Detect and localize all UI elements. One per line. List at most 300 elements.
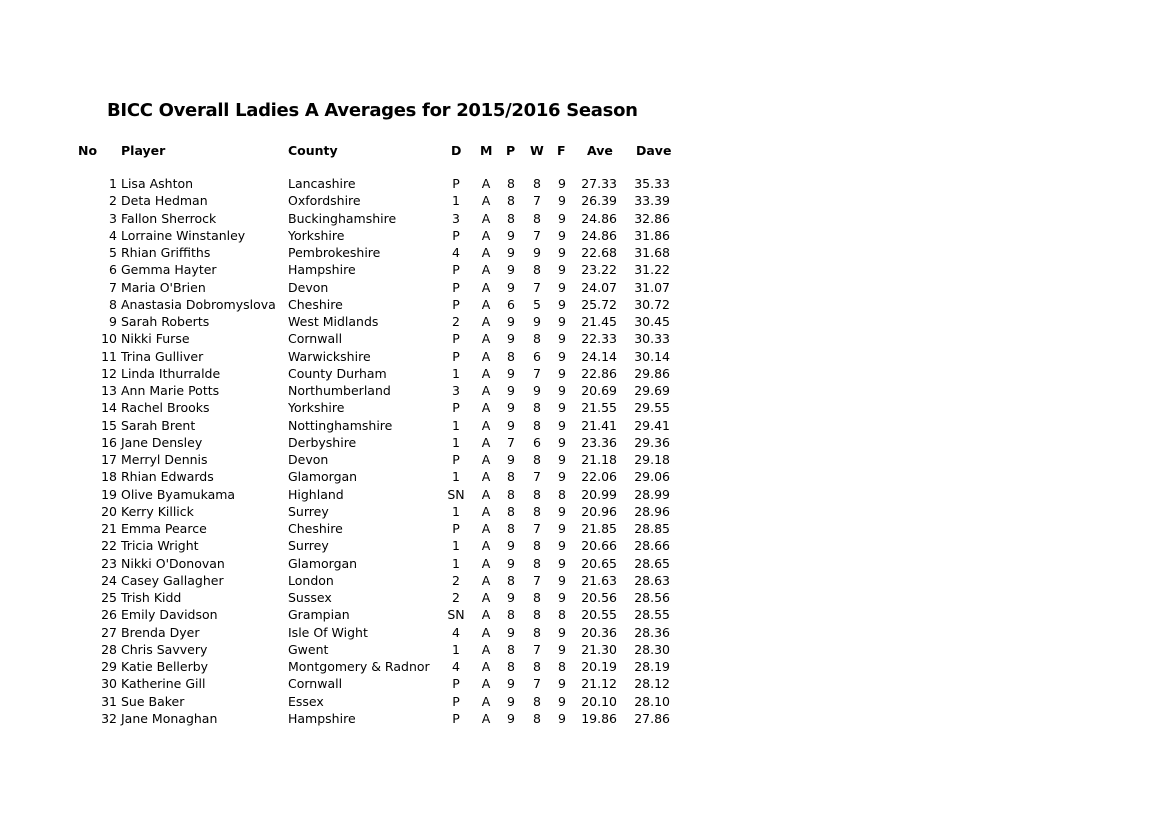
cell-dave: 30.72 bbox=[634, 296, 670, 312]
cell-m: A bbox=[481, 296, 491, 312]
header-m: M bbox=[480, 143, 493, 158]
cell-player: Rachel Brooks bbox=[121, 400, 210, 416]
cell-dave: 35.33 bbox=[634, 176, 670, 191]
cell-no: 23 bbox=[101, 555, 117, 571]
cell-p: 8 bbox=[507, 607, 515, 623]
cell-no: 22 bbox=[101, 538, 117, 554]
cell-w: 7 bbox=[533, 676, 541, 692]
cell-f: 9 bbox=[558, 469, 566, 485]
cell-county: Highland bbox=[288, 486, 344, 502]
cell-county: Buckinghamshire bbox=[288, 210, 397, 226]
cell-no: 21 bbox=[101, 521, 117, 536]
cell-f: 8 bbox=[558, 659, 566, 674]
cell-p: 9 bbox=[507, 590, 515, 605]
cell-ave: 21.45 bbox=[581, 314, 617, 329]
cell-m: A bbox=[481, 538, 491, 554]
cell-no: 8 bbox=[109, 296, 117, 312]
cell-w: 8 bbox=[533, 503, 541, 519]
cell-p: 8 bbox=[507, 659, 515, 674]
cell-ave: 20.66 bbox=[581, 538, 617, 554]
cell-player: Sue Baker bbox=[121, 693, 185, 709]
cell-county: Isle Of Wight bbox=[288, 624, 368, 640]
cell-county: Cheshire bbox=[288, 296, 343, 312]
header-p: P bbox=[506, 143, 516, 158]
cell-ave: 20.10 bbox=[581, 693, 617, 709]
cell-player: Jane Densley bbox=[121, 434, 203, 450]
table-row bbox=[0, 281, 700, 298]
cell-ave: 26.39 bbox=[581, 193, 617, 209]
cell-f: 9 bbox=[558, 590, 566, 605]
cell-w: 6 bbox=[533, 348, 541, 364]
cell-f: 9 bbox=[558, 279, 566, 295]
cell-ave: 21.18 bbox=[581, 452, 617, 467]
cell-f: 9 bbox=[558, 176, 566, 191]
cell-ave: 25.72 bbox=[581, 296, 617, 312]
cell-dave: 28.63 bbox=[634, 572, 670, 588]
cell-dave: 29.36 bbox=[634, 434, 670, 450]
cell-f: 9 bbox=[558, 710, 566, 726]
cell-player: Jane Monaghan bbox=[121, 710, 218, 726]
cell-no: 1 bbox=[109, 176, 117, 191]
cell-ave: 22.68 bbox=[581, 245, 617, 260]
cell-county: Cornwall bbox=[288, 331, 343, 347]
cell-w: 7 bbox=[533, 227, 541, 243]
cell-d: 4 bbox=[452, 659, 460, 674]
cell-d: P bbox=[452, 521, 460, 536]
cell-ave: 21.12 bbox=[581, 676, 617, 692]
cell-no: 7 bbox=[109, 279, 117, 295]
cell-w: 7 bbox=[533, 521, 541, 536]
cell-p: 9 bbox=[507, 693, 515, 709]
table-row bbox=[0, 246, 700, 263]
cell-f: 9 bbox=[558, 555, 566, 571]
table-row bbox=[0, 677, 700, 694]
cell-ave: 23.22 bbox=[581, 262, 617, 278]
cell-player: Rhian Griffiths bbox=[121, 245, 211, 260]
cell-p: 9 bbox=[507, 383, 515, 398]
cell-w: 9 bbox=[533, 245, 541, 260]
cell-no: 28 bbox=[101, 641, 117, 657]
cell-m: A bbox=[481, 555, 491, 571]
cell-p: 8 bbox=[507, 503, 515, 519]
cell-w: 7 bbox=[533, 193, 541, 209]
cell-dave: 31.07 bbox=[634, 279, 670, 295]
cell-f: 9 bbox=[558, 348, 566, 364]
cell-ave: 20.69 bbox=[581, 383, 617, 398]
header-dave: Dave bbox=[636, 143, 672, 158]
cell-w: 8 bbox=[533, 710, 541, 726]
cell-d: 3 bbox=[452, 210, 460, 226]
table-row bbox=[0, 453, 700, 470]
cell-d: P bbox=[452, 710, 460, 726]
header-ave: Ave bbox=[587, 143, 613, 158]
cell-player: Katherine Gill bbox=[121, 676, 206, 692]
cell-player: Brenda Dyer bbox=[121, 624, 200, 640]
cell-m: A bbox=[481, 607, 491, 623]
table-row bbox=[0, 557, 700, 574]
cell-m: A bbox=[481, 331, 491, 347]
cell-player: Rhian Edwards bbox=[121, 469, 214, 485]
cell-m: A bbox=[481, 452, 491, 467]
cell-ave: 24.14 bbox=[581, 348, 617, 364]
cell-f: 9 bbox=[558, 676, 566, 692]
cell-d: 4 bbox=[452, 245, 460, 260]
cell-p: 9 bbox=[507, 417, 515, 433]
table-row bbox=[0, 574, 700, 591]
cell-w: 7 bbox=[533, 469, 541, 485]
cell-player: Linda Ithurralde bbox=[121, 365, 221, 381]
cell-p: 7 bbox=[507, 434, 515, 450]
header-w: W bbox=[530, 143, 544, 158]
cell-no: 29 bbox=[101, 659, 117, 674]
table-row bbox=[0, 194, 700, 211]
cell-no: 17 bbox=[101, 452, 117, 467]
cell-p: 8 bbox=[507, 176, 515, 191]
cell-county: Surrey bbox=[288, 503, 329, 519]
table-row bbox=[0, 626, 700, 643]
cell-f: 9 bbox=[558, 245, 566, 260]
cell-county: Sussex bbox=[288, 590, 332, 605]
cell-player: Casey Gallagher bbox=[121, 572, 224, 588]
cell-d: 2 bbox=[452, 314, 460, 329]
cell-player: Sarah Brent bbox=[121, 417, 196, 433]
table-header bbox=[0, 143, 700, 159]
averages-table bbox=[0, 177, 700, 729]
cell-no: 2 bbox=[109, 193, 117, 209]
cell-p: 8 bbox=[507, 193, 515, 209]
cell-f: 9 bbox=[558, 624, 566, 640]
cell-dave: 29.18 bbox=[634, 452, 670, 467]
cell-dave: 28.30 bbox=[634, 641, 670, 657]
cell-m: A bbox=[481, 176, 491, 191]
cell-f: 9 bbox=[558, 503, 566, 519]
cell-m: A bbox=[481, 590, 491, 605]
cell-w: 7 bbox=[533, 641, 541, 657]
table-row bbox=[0, 436, 700, 453]
cell-player: Chris Savvery bbox=[121, 641, 208, 657]
cell-player: Olive Byamukama bbox=[121, 486, 236, 502]
cell-d: 1 bbox=[452, 469, 460, 485]
cell-player: Trina Gulliver bbox=[121, 348, 204, 364]
cell-dave: 28.85 bbox=[634, 521, 670, 536]
cell-county: West Midlands bbox=[288, 314, 379, 329]
cell-p: 9 bbox=[507, 538, 515, 554]
cell-dave: 30.33 bbox=[634, 331, 670, 347]
cell-player: Gemma Hayter bbox=[121, 262, 217, 278]
table-row bbox=[0, 695, 700, 712]
cell-player: Anastasia Dobromyslova bbox=[121, 296, 276, 312]
cell-dave: 28.56 bbox=[634, 590, 670, 605]
cell-d: 3 bbox=[452, 383, 460, 398]
cell-w: 8 bbox=[533, 400, 541, 416]
cell-f: 9 bbox=[558, 417, 566, 433]
cell-w: 8 bbox=[533, 538, 541, 554]
cell-dave: 32.86 bbox=[634, 210, 670, 226]
cell-p: 9 bbox=[507, 227, 515, 243]
cell-county: Cornwall bbox=[288, 676, 343, 692]
table-row bbox=[0, 298, 700, 315]
cell-f: 9 bbox=[558, 521, 566, 536]
cell-m: A bbox=[481, 400, 491, 416]
cell-ave: 19.86 bbox=[581, 710, 617, 726]
cell-dave: 33.39 bbox=[634, 193, 670, 209]
cell-p: 9 bbox=[507, 245, 515, 260]
table-row bbox=[0, 488, 700, 505]
table-row bbox=[0, 505, 700, 522]
table-row bbox=[0, 384, 700, 401]
cell-county: Yorkshire bbox=[288, 227, 345, 243]
cell-county: Cheshire bbox=[288, 521, 343, 536]
cell-ave: 22.33 bbox=[581, 331, 617, 347]
cell-dave: 28.99 bbox=[634, 486, 670, 502]
cell-p: 9 bbox=[507, 710, 515, 726]
cell-w: 8 bbox=[533, 590, 541, 605]
cell-ave: 20.65 bbox=[581, 555, 617, 571]
cell-f: 9 bbox=[558, 400, 566, 416]
cell-no: 26 bbox=[101, 607, 117, 623]
cell-w: 9 bbox=[533, 314, 541, 329]
cell-d: 1 bbox=[452, 538, 460, 554]
cell-ave: 23.36 bbox=[581, 434, 617, 450]
cell-w: 8 bbox=[533, 452, 541, 467]
cell-f: 9 bbox=[558, 538, 566, 554]
cell-dave: 28.55 bbox=[634, 607, 670, 623]
cell-d: P bbox=[452, 452, 460, 467]
cell-m: A bbox=[481, 641, 491, 657]
cell-m: A bbox=[481, 262, 491, 278]
cell-p: 9 bbox=[507, 365, 515, 381]
cell-d: P bbox=[452, 331, 460, 347]
cell-f: 8 bbox=[558, 486, 566, 502]
cell-dave: 29.55 bbox=[634, 400, 670, 416]
cell-dave: 29.06 bbox=[634, 469, 670, 485]
cell-no: 9 bbox=[109, 314, 117, 329]
cell-county: Grampian bbox=[288, 607, 350, 623]
cell-f: 8 bbox=[558, 607, 566, 623]
cell-dave: 29.86 bbox=[634, 365, 670, 381]
cell-p: 8 bbox=[507, 348, 515, 364]
cell-no: 27 bbox=[101, 624, 117, 640]
table-row bbox=[0, 350, 700, 367]
cell-player: Emily Davidson bbox=[121, 607, 218, 623]
cell-county: Northumberland bbox=[288, 383, 391, 398]
cell-m: A bbox=[481, 521, 491, 536]
cell-m: A bbox=[481, 710, 491, 726]
cell-d: 2 bbox=[452, 572, 460, 588]
cell-no: 4 bbox=[109, 227, 117, 243]
table-row bbox=[0, 712, 700, 729]
cell-ave: 24.86 bbox=[581, 210, 617, 226]
cell-no: 11 bbox=[101, 348, 117, 364]
cell-no: 20 bbox=[101, 503, 117, 519]
cell-player: Trish Kidd bbox=[121, 590, 182, 605]
header-no: No bbox=[78, 143, 98, 158]
cell-p: 8 bbox=[507, 486, 515, 502]
cell-f: 9 bbox=[558, 262, 566, 278]
cell-w: 7 bbox=[533, 572, 541, 588]
table-row bbox=[0, 332, 700, 349]
cell-m: A bbox=[481, 193, 491, 209]
cell-ave: 21.30 bbox=[581, 641, 617, 657]
cell-ave: 20.96 bbox=[581, 503, 617, 519]
cell-dave: 31.68 bbox=[634, 245, 670, 260]
cell-m: A bbox=[481, 383, 491, 398]
cell-d: 1 bbox=[452, 417, 460, 433]
table-row bbox=[0, 177, 700, 194]
cell-county: Devon bbox=[288, 279, 329, 295]
cell-ave: 20.55 bbox=[581, 607, 617, 623]
cell-d: 1 bbox=[452, 641, 460, 657]
cell-f: 9 bbox=[558, 193, 566, 209]
cell-p: 8 bbox=[507, 521, 515, 536]
cell-p: 9 bbox=[507, 555, 515, 571]
cell-county: Montgomery & Radnor bbox=[288, 659, 430, 674]
cell-d: 1 bbox=[452, 503, 460, 519]
cell-p: 9 bbox=[507, 314, 515, 329]
cell-player: Tricia Wright bbox=[121, 538, 199, 554]
cell-p: 9 bbox=[507, 262, 515, 278]
cell-dave: 28.10 bbox=[634, 693, 670, 709]
cell-no: 24 bbox=[101, 572, 117, 588]
cell-m: A bbox=[481, 503, 491, 519]
cell-ave: 24.86 bbox=[581, 227, 617, 243]
cell-dave: 31.86 bbox=[634, 227, 670, 243]
cell-f: 9 bbox=[558, 434, 566, 450]
cell-county: Warwickshire bbox=[288, 348, 371, 364]
cell-m: A bbox=[481, 434, 491, 450]
cell-m: A bbox=[481, 348, 491, 364]
cell-player: Merryl Dennis bbox=[121, 452, 208, 467]
cell-m: A bbox=[481, 227, 491, 243]
header-player: Player bbox=[121, 143, 166, 158]
cell-ave: 21.41 bbox=[581, 417, 617, 433]
cell-m: A bbox=[481, 417, 491, 433]
cell-player: Lisa Ashton bbox=[121, 176, 194, 191]
cell-d: P bbox=[452, 400, 460, 416]
cell-no: 13 bbox=[101, 383, 117, 398]
table-row bbox=[0, 401, 700, 418]
table-row bbox=[0, 263, 700, 280]
cell-ave: 27.33 bbox=[581, 176, 617, 191]
cell-dave: 30.45 bbox=[634, 314, 670, 329]
cell-d: P bbox=[452, 262, 460, 278]
cell-w: 9 bbox=[533, 383, 541, 398]
cell-m: A bbox=[481, 279, 491, 295]
cell-player: Ann Marie Potts bbox=[121, 383, 220, 398]
table-row bbox=[0, 608, 700, 625]
cell-ave: 20.56 bbox=[581, 590, 617, 605]
cell-ave: 22.86 bbox=[581, 365, 617, 381]
cell-county: Glamorgan bbox=[288, 469, 358, 485]
cell-county: Hampshire bbox=[288, 262, 356, 278]
cell-d: P bbox=[452, 676, 460, 692]
cell-dave: 28.36 bbox=[634, 624, 670, 640]
cell-w: 5 bbox=[533, 296, 541, 312]
cell-f: 9 bbox=[558, 227, 566, 243]
cell-w: 8 bbox=[533, 555, 541, 571]
cell-f: 9 bbox=[558, 383, 566, 398]
cell-ave: 21.63 bbox=[581, 572, 617, 588]
header-county: County bbox=[288, 143, 338, 158]
cell-d: SN bbox=[447, 486, 465, 502]
cell-player: Fallon Sherrock bbox=[121, 210, 217, 226]
cell-f: 9 bbox=[558, 572, 566, 588]
cell-f: 9 bbox=[558, 452, 566, 467]
cell-f: 9 bbox=[558, 365, 566, 381]
cell-no: 19 bbox=[101, 486, 117, 502]
cell-player: Emma Pearce bbox=[121, 521, 207, 536]
cell-d: P bbox=[452, 296, 460, 312]
cell-ave: 20.36 bbox=[581, 624, 617, 640]
cell-w: 8 bbox=[533, 262, 541, 278]
cell-dave: 28.96 bbox=[634, 503, 670, 519]
cell-no: 15 bbox=[101, 417, 117, 433]
cell-w: 8 bbox=[533, 176, 541, 191]
cell-f: 9 bbox=[558, 693, 566, 709]
table-row bbox=[0, 367, 700, 384]
table-row bbox=[0, 229, 700, 246]
cell-w: 8 bbox=[533, 693, 541, 709]
cell-county: Pembrokeshire bbox=[288, 245, 381, 260]
cell-d: 2 bbox=[452, 590, 460, 605]
cell-no: 3 bbox=[109, 210, 117, 226]
cell-w: 7 bbox=[533, 279, 541, 295]
cell-d: 1 bbox=[452, 434, 460, 450]
table-row bbox=[0, 315, 700, 332]
cell-d: SN bbox=[447, 607, 465, 623]
cell-player: Nikki Furse bbox=[121, 331, 190, 347]
table-row bbox=[0, 660, 700, 677]
cell-m: A bbox=[481, 486, 491, 502]
cell-f: 9 bbox=[558, 641, 566, 657]
cell-county: Oxfordshire bbox=[288, 193, 361, 209]
cell-dave: 31.22 bbox=[634, 262, 670, 278]
cell-player: Sarah Roberts bbox=[121, 314, 210, 329]
cell-p: 9 bbox=[507, 452, 515, 467]
cell-no: 18 bbox=[101, 469, 117, 485]
cell-player: Katie Bellerby bbox=[121, 659, 209, 674]
cell-county: Glamorgan bbox=[288, 555, 358, 571]
cell-dave: 29.41 bbox=[634, 417, 670, 433]
cell-m: A bbox=[481, 365, 491, 381]
cell-w: 8 bbox=[533, 607, 541, 623]
header-d: D bbox=[451, 143, 462, 158]
cell-ave: 22.06 bbox=[581, 469, 617, 485]
cell-county: Yorkshire bbox=[288, 400, 345, 416]
cell-dave: 28.66 bbox=[634, 538, 670, 554]
cell-d: P bbox=[452, 279, 460, 295]
cell-no: 5 bbox=[109, 245, 117, 260]
cell-d: P bbox=[452, 693, 460, 709]
cell-county: Devon bbox=[288, 452, 329, 467]
cell-no: 25 bbox=[101, 590, 117, 605]
cell-county: Nottinghamshire bbox=[288, 417, 393, 433]
cell-dave: 28.12 bbox=[634, 676, 670, 692]
cell-d: 1 bbox=[452, 193, 460, 209]
cell-p: 8 bbox=[507, 572, 515, 588]
cell-player: Deta Hedman bbox=[121, 193, 208, 209]
cell-m: A bbox=[481, 245, 491, 260]
table-row bbox=[0, 419, 700, 436]
cell-d: 1 bbox=[452, 555, 460, 571]
cell-player: Maria O'Brien bbox=[121, 279, 206, 295]
cell-p: 8 bbox=[507, 210, 515, 226]
cell-w: 8 bbox=[533, 331, 541, 347]
cell-p: 6 bbox=[507, 296, 515, 312]
table-row bbox=[0, 212, 700, 229]
cell-d: 4 bbox=[452, 624, 460, 640]
cell-no: 10 bbox=[101, 331, 117, 347]
